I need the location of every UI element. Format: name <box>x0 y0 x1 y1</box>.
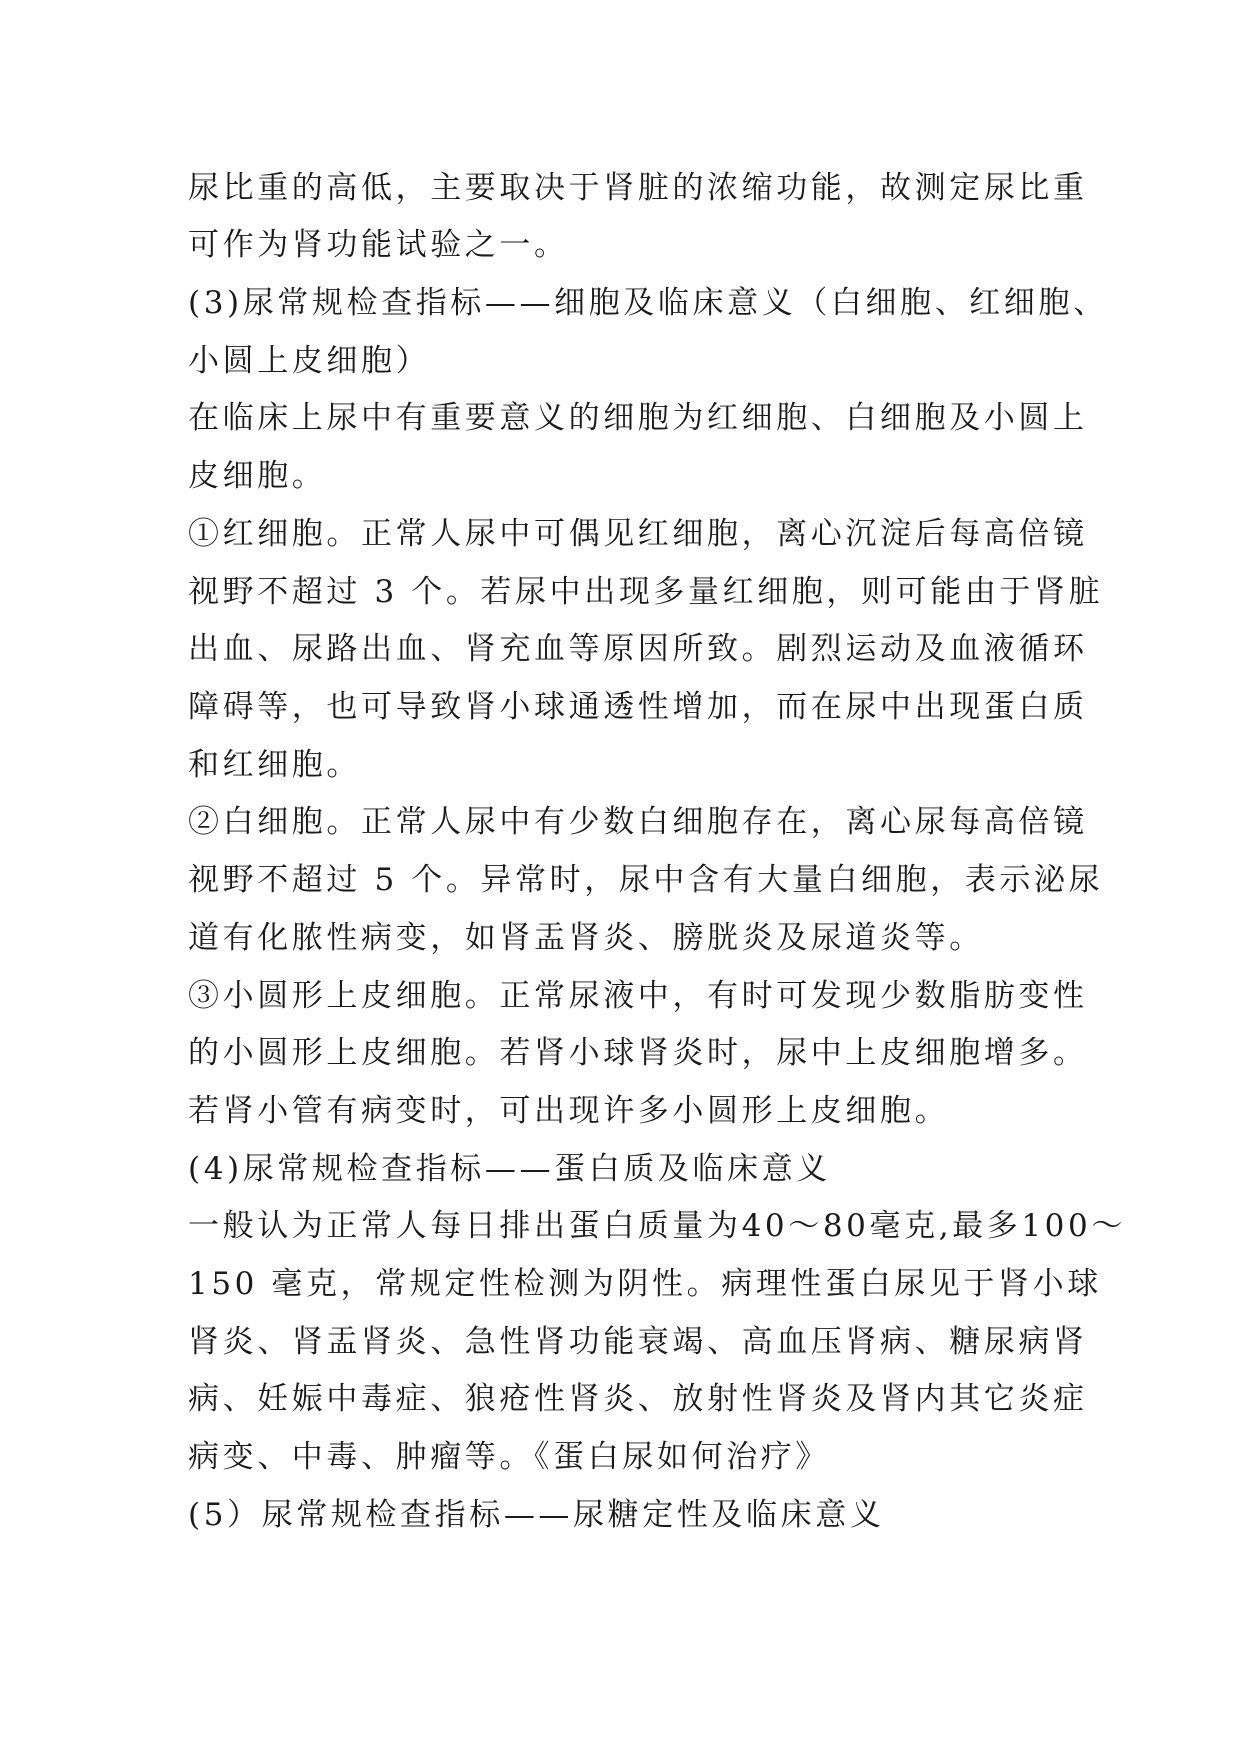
text-line: 视野不超过 3 个。若尿中出现多量红细胞，则可能由于肾脏 <box>188 574 1104 610</box>
text-line: 出血、尿路出血、肾充血等原因所致。剧烈运动及血液循环 <box>188 631 1088 667</box>
text-line: 病、妊娠中毒症、狼疮性肾炎、放射性肾炎及肾内其它炎症 <box>188 1381 1088 1417</box>
text-line: 皮细胞。 <box>188 458 327 494</box>
text-line: ③小圆形上皮细胞。正常尿液中，有时可发现少数脂肪变性 <box>188 978 1088 1014</box>
text-line: 和红细胞。 <box>188 747 361 783</box>
text-line: (3)尿常规检查指标——细胞及临床意义（白细胞、红细胞、 <box>188 285 1108 321</box>
text-line: 小圆上皮细胞） <box>188 343 431 379</box>
text-line: 尿比重的高低，主要取决于肾脏的浓缩功能，故测定尿比重 <box>188 170 1088 206</box>
text-line: 的小圆形上皮细胞。若肾小球肾炎时，尿中上皮细胞增多。 <box>188 1035 1088 1071</box>
text-line: 在临床上尿中有重要意义的细胞为红细胞、白细胞及小圆上 <box>188 400 1088 436</box>
text-line: 150 毫克，常规定性检测为阴性。病理性蛋白尿见于肾小球 <box>188 1266 1102 1302</box>
text-line: 视野不超过 5 个。异常时，尿中含有大量白细胞，表示泌尿 <box>188 862 1104 898</box>
text-line: 一般认为正常人每日排出蛋白质量为40～80毫克,最多100～ <box>188 1208 1126 1244</box>
text-line: ①红细胞。正常人尿中可偶见红细胞，离心沉淀后每高倍镜 <box>188 516 1088 552</box>
text-line: (4)尿常规检查指标——蛋白质及临床意义 <box>188 1151 831 1187</box>
text-line: 若肾小管有病变时，可出现许多小圆形上皮细胞。 <box>188 1093 950 1129</box>
text-line: 可作为肾功能试验之一。 <box>188 227 569 263</box>
text-line: (5）尿常规检查指标——尿糖定性及临床意义 <box>188 1497 885 1533</box>
text-line: 病变、中毒、肿瘤等。《蛋白尿如何治疗》 <box>188 1439 830 1475</box>
text-line: ②白细胞。正常人尿中有少数白细胞存在，离心尿每高倍镜 <box>188 804 1088 840</box>
text-line: 障碍等，也可导致肾小球通透性增加，而在尿中出现蛋白质 <box>188 689 1088 725</box>
text-line: 肾炎、肾盂肾炎、急性肾功能衰竭、高血压肾病、糖尿病肾 <box>188 1324 1088 1360</box>
text-line: 道有化脓性病变，如肾盂肾炎、膀胱炎及尿道炎等。 <box>188 920 984 956</box>
